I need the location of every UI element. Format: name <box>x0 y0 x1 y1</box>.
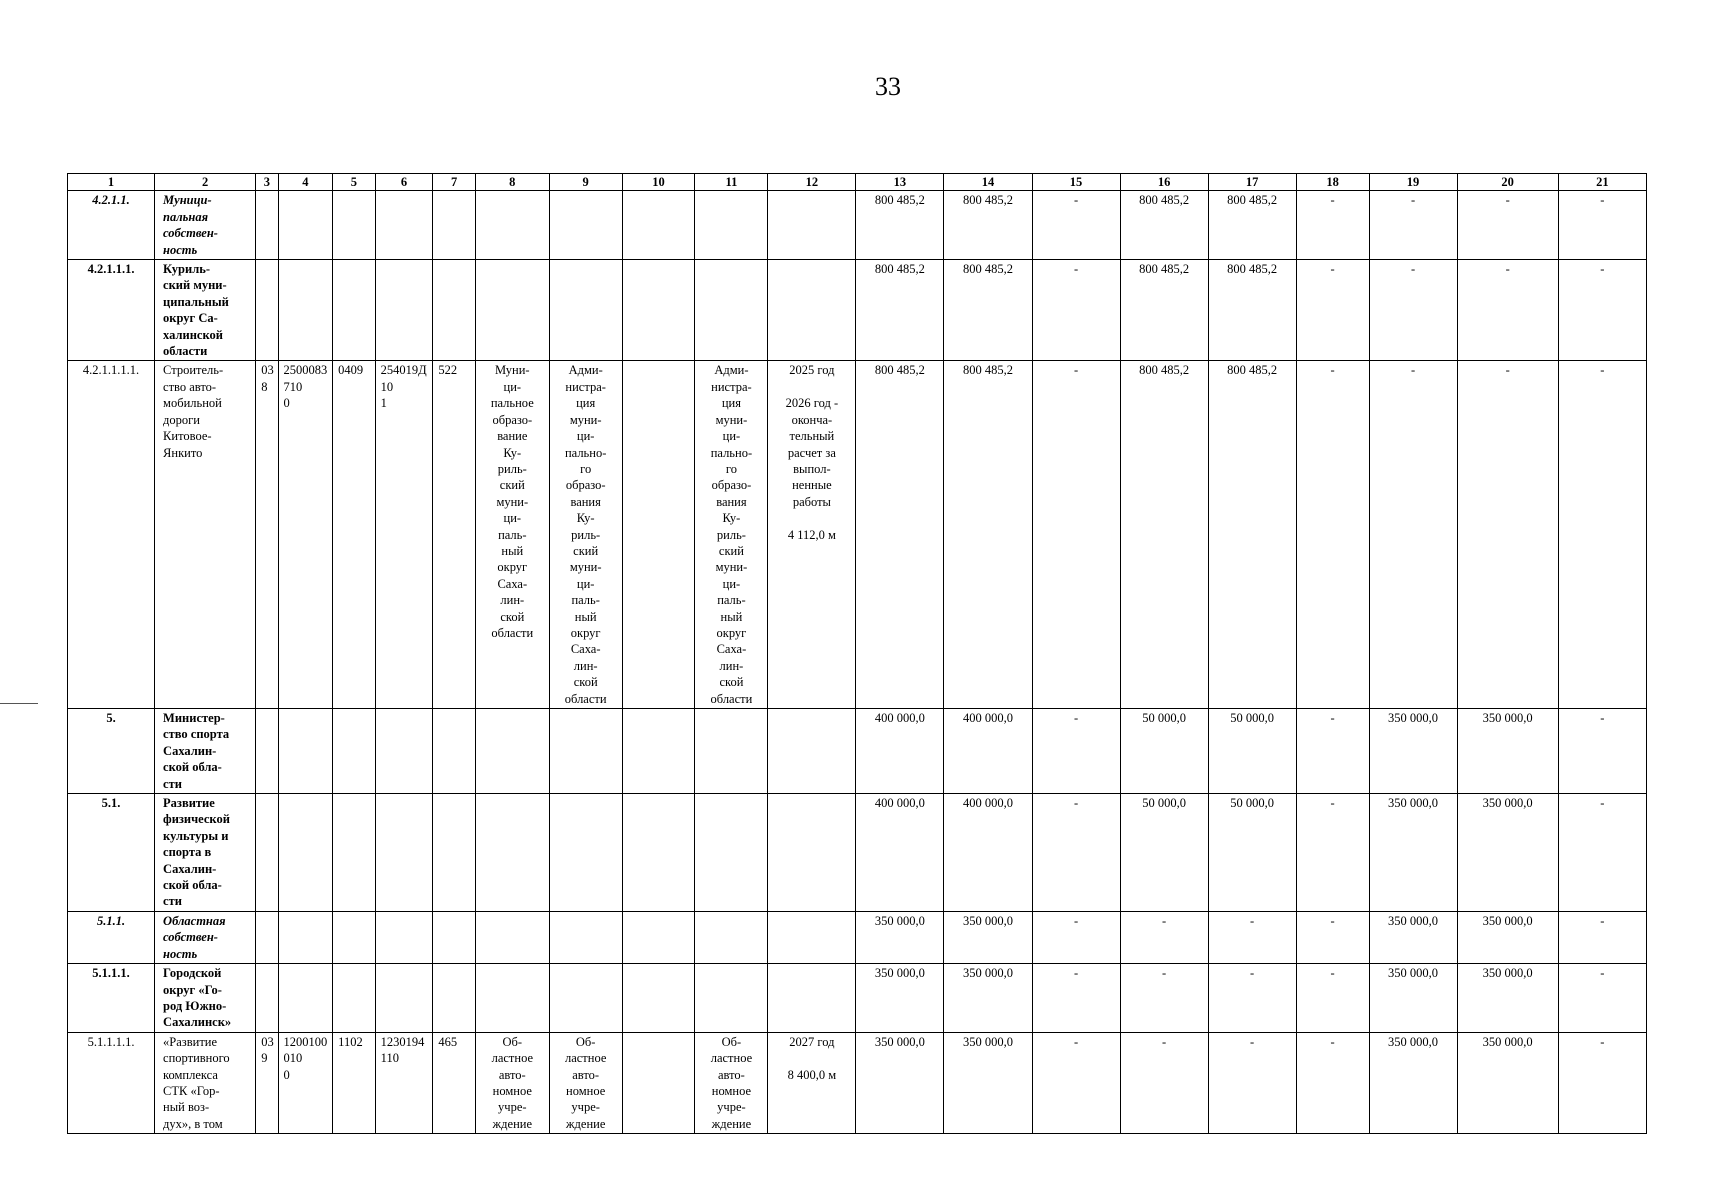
section-code-cell <box>333 260 376 361</box>
column-header: 19 <box>1369 174 1457 191</box>
value-cell-13: 800 485,2 <box>856 260 944 361</box>
column-header: 1 <box>68 174 155 191</box>
value-cell-16: 800 485,2 <box>1120 260 1208 361</box>
value-cell-15: - <box>1032 361 1120 709</box>
owner-cell <box>475 911 549 963</box>
column-header: 7 <box>433 174 476 191</box>
term-capacity-cell <box>768 964 856 1033</box>
table-row <box>68 191 1647 260</box>
customer-cell <box>549 964 622 1033</box>
expense-type-cell <box>433 794 476 912</box>
value-cell-18: - <box>1296 260 1369 361</box>
developer-cell: Об- ластное авто- номное учре- ждение <box>695 1032 768 1133</box>
value-cell-16: 800 485,2 <box>1120 361 1208 709</box>
column-header: 6 <box>375 174 433 191</box>
value-cell-14: 350 000,0 <box>944 964 1032 1033</box>
customer-cell <box>549 911 622 963</box>
value-cell-20: - <box>1457 260 1558 361</box>
value-cell-15: - <box>1032 260 1120 361</box>
value-cell-13: 400 000,0 <box>856 709 944 794</box>
table-row <box>68 709 1647 794</box>
developer-cell <box>695 794 768 912</box>
term-capacity-cell <box>768 709 856 794</box>
section-code-cell: 1102 <box>333 1032 376 1133</box>
row-name-cell: Министер- ство спорта Сахалин- ской обла- сти <box>155 709 256 794</box>
expense-type-cell <box>433 260 476 361</box>
value-cell-14: 350 000,0 <box>944 911 1032 963</box>
row-name-cell: Развитие физической культуры и спорта в Сахалин- ской обла- сти <box>155 794 256 912</box>
developer-cell <box>695 709 768 794</box>
term-capacity-cell: 2025 год 2026 год - оконча- тельный расчет за выпол- ненные работы 4 112,0 м <box>768 361 856 709</box>
value-cell-13: 800 485,2 <box>856 191 944 260</box>
ministry-code-cell: 039 <box>256 1032 278 1133</box>
target-article-cell <box>278 911 333 963</box>
expense-type-cell: 465 <box>433 1032 476 1133</box>
value-cell-18: - <box>1296 1032 1369 1133</box>
table-row <box>68 964 1647 1033</box>
column-header: 18 <box>1296 174 1369 191</box>
expense-type-cell: 522 <box>433 361 476 709</box>
ministry-code-cell <box>256 911 278 963</box>
value-cell-17: 50 000,0 <box>1208 794 1296 912</box>
expense-code-cell <box>375 964 433 1033</box>
page-number: 33 <box>875 72 901 101</box>
owner-cell: Об- ластное авто- номное учре- ждение <box>475 1032 549 1133</box>
value-cell-20: 350 000,0 <box>1457 1032 1558 1133</box>
value-cell-15: - <box>1032 964 1120 1033</box>
owner-cell <box>475 709 549 794</box>
section-code-cell <box>333 911 376 963</box>
row-name-cell: Областная собствен- ность <box>155 911 256 963</box>
row-code-cell: 5.1. <box>68 794 155 912</box>
value-cell-15: - <box>1032 1032 1120 1133</box>
value-cell-17: 800 485,2 <box>1208 361 1296 709</box>
value-cell-19: 350 000,0 <box>1369 911 1457 963</box>
value-cell-14: 400 000,0 <box>944 709 1032 794</box>
value-cell-18: - <box>1296 709 1369 794</box>
column-header: 11 <box>695 174 768 191</box>
value-cell-20: 350 000,0 <box>1457 794 1558 912</box>
value-cell-21: - <box>1558 911 1646 963</box>
value-cell-13: 800 485,2 <box>856 361 944 709</box>
column-header: 17 <box>1208 174 1296 191</box>
row-name-cell: Куриль- ский муни- ципальный округ Са- халинской области <box>155 260 256 361</box>
developer-cell <box>695 260 768 361</box>
table-row <box>68 911 1647 963</box>
cell-10 <box>622 794 695 912</box>
row-name-cell: Муници- пальная собствен- ность <box>155 191 256 260</box>
ministry-code-cell: 038 <box>256 361 278 709</box>
column-header: 4 <box>278 174 333 191</box>
term-capacity-cell <box>768 911 856 963</box>
owner-cell <box>475 260 549 361</box>
expense-type-cell <box>433 709 476 794</box>
customer-cell: Об- ластное авто- номное учре- ждение <box>549 1032 622 1133</box>
value-cell-21: - <box>1558 794 1646 912</box>
cell-10 <box>622 1032 695 1133</box>
value-cell-19: - <box>1369 361 1457 709</box>
table-body <box>68 191 1647 1134</box>
row-name-cell: Городской округ «Го- род Южно- Сахалинск» <box>155 964 256 1033</box>
value-cell-15: - <box>1032 709 1120 794</box>
owner-cell: Муни- ци- пальное образо- вание Ку- риль- ский муни- ци- паль- ный округ Саха- лин- ской области <box>475 361 549 709</box>
expense-code-cell: 254019Д10 1 <box>375 361 433 709</box>
table-row <box>68 794 1647 912</box>
column-header: 3 <box>256 174 278 191</box>
expense-code-cell <box>375 260 433 361</box>
section-code-cell <box>333 709 376 794</box>
value-cell-19: 350 000,0 <box>1369 794 1457 912</box>
expense-code-cell: 1230194110 <box>375 1032 433 1133</box>
target-article-cell <box>278 191 333 260</box>
developer-cell <box>695 911 768 963</box>
ministry-code-cell <box>256 964 278 1033</box>
value-cell-19: - <box>1369 191 1457 260</box>
customer-cell <box>549 794 622 912</box>
value-cell-18: - <box>1296 911 1369 963</box>
row-name-cell: Строитель- ство авто- мобильной дороги Китовое- Янкито <box>155 361 256 709</box>
value-cell-17: 800 485,2 <box>1208 260 1296 361</box>
section-code-cell <box>333 794 376 912</box>
value-cell-16: 50 000,0 <box>1120 709 1208 794</box>
developer-cell <box>695 964 768 1033</box>
value-cell-13: 350 000,0 <box>856 1032 944 1133</box>
expense-code-cell <box>375 794 433 912</box>
value-cell-21: - <box>1558 1032 1646 1133</box>
cell-10 <box>622 911 695 963</box>
column-header: 2 <box>155 174 256 191</box>
value-cell-18: - <box>1296 794 1369 912</box>
value-cell-18: - <box>1296 191 1369 260</box>
value-cell-13: 350 000,0 <box>856 964 944 1033</box>
cell-10 <box>622 191 695 260</box>
expense-type-cell <box>433 964 476 1033</box>
value-cell-13: 350 000,0 <box>856 911 944 963</box>
column-header: 16 <box>1120 174 1208 191</box>
developer-cell: Адми- нистра- ция муни- ци- пально- го образо- вания Ку- риль- ский муни- ци- паль- ный округ Саха- лин- ской области <box>695 361 768 709</box>
value-cell-16: 50 000,0 <box>1120 794 1208 912</box>
value-cell-17: 50 000,0 <box>1208 709 1296 794</box>
customer-cell <box>549 709 622 794</box>
value-cell-20: 350 000,0 <box>1457 964 1558 1033</box>
value-cell-16: - <box>1120 911 1208 963</box>
value-cell-19: 350 000,0 <box>1369 709 1457 794</box>
value-cell-17: - <box>1208 1032 1296 1133</box>
term-capacity-cell <box>768 260 856 361</box>
value-cell-17: - <box>1208 911 1296 963</box>
value-cell-20: - <box>1457 191 1558 260</box>
value-cell-18: - <box>1296 361 1369 709</box>
expense-code-cell <box>375 709 433 794</box>
term-capacity-cell <box>768 794 856 912</box>
value-cell-16: 800 485,2 <box>1120 191 1208 260</box>
owner-cell <box>475 191 549 260</box>
customer-cell <box>549 191 622 260</box>
scan-artifact-line <box>0 703 38 704</box>
expense-type-cell <box>433 911 476 963</box>
value-cell-21: - <box>1558 260 1646 361</box>
value-cell-21: - <box>1558 964 1646 1033</box>
column-header: 20 <box>1457 174 1558 191</box>
value-cell-14: 800 485,2 <box>944 260 1032 361</box>
header-row <box>68 174 1647 191</box>
value-cell-20: 350 000,0 <box>1457 911 1558 963</box>
row-code-cell: 5.1.1.1.1. <box>68 1032 155 1133</box>
target-article-cell: 2500083710 0 <box>278 361 333 709</box>
ministry-code-cell <box>256 794 278 912</box>
cell-10 <box>622 260 695 361</box>
cell-10 <box>622 361 695 709</box>
target-article-cell <box>278 260 333 361</box>
term-capacity-cell <box>768 191 856 260</box>
section-code-cell <box>333 964 376 1033</box>
row-code-cell: 5. <box>68 709 155 794</box>
target-article-cell <box>278 794 333 912</box>
column-header: 8 <box>475 174 549 191</box>
value-cell-14: 800 485,2 <box>944 361 1032 709</box>
customer-cell: Адми- нистра- ция муни- ци- пально- го образо- вания Ку- риль- ский муни- ци- паль- ный округ Саха- лин- ской области <box>549 361 622 709</box>
value-cell-20: - <box>1457 361 1558 709</box>
ministry-code-cell <box>256 260 278 361</box>
expense-code-cell <box>375 911 433 963</box>
expense-code-cell <box>375 191 433 260</box>
column-header: 21 <box>1558 174 1646 191</box>
column-header: 12 <box>768 174 856 191</box>
table-row <box>68 361 1647 709</box>
row-code-cell: 4.2.1.1.1. <box>68 260 155 361</box>
row-code-cell: 4.2.1.1.1.1. <box>68 361 155 709</box>
column-header: 14 <box>944 174 1032 191</box>
value-cell-15: - <box>1032 191 1120 260</box>
target-article-cell <box>278 709 333 794</box>
value-cell-13: 400 000,0 <box>856 794 944 912</box>
term-capacity-cell: 2027 год 8 400,0 м <box>768 1032 856 1133</box>
column-header: 5 <box>333 174 376 191</box>
ministry-code-cell <box>256 191 278 260</box>
value-cell-14: 400 000,0 <box>944 794 1032 912</box>
value-cell-21: - <box>1558 361 1646 709</box>
value-cell-14: 350 000,0 <box>944 1032 1032 1133</box>
table-row <box>68 260 1647 361</box>
row-code-cell: 4.2.1.1. <box>68 191 155 260</box>
column-header: 9 <box>549 174 622 191</box>
cell-10 <box>622 709 695 794</box>
value-cell-17: - <box>1208 964 1296 1033</box>
value-cell-20: 350 000,0 <box>1457 709 1558 794</box>
value-cell-21: - <box>1558 709 1646 794</box>
row-name-cell: «Развитие спортивного комплекса СТК «Гор- ный воз- дух», в том <box>155 1032 256 1133</box>
developer-cell <box>695 191 768 260</box>
value-cell-19: 350 000,0 <box>1369 1032 1457 1133</box>
owner-cell <box>475 794 549 912</box>
value-cell-19: - <box>1369 260 1457 361</box>
owner-cell <box>475 964 549 1033</box>
cell-10 <box>622 964 695 1033</box>
row-code-cell: 5.1.1. <box>68 911 155 963</box>
target-article-cell: 1200100010 0 <box>278 1032 333 1133</box>
value-cell-16: - <box>1120 1032 1208 1133</box>
value-cell-16: - <box>1120 964 1208 1033</box>
budget-table-container <box>67 173 1647 1134</box>
value-cell-15: - <box>1032 794 1120 912</box>
ministry-code-cell <box>256 709 278 794</box>
column-header: 10 <box>622 174 695 191</box>
value-cell-18: - <box>1296 964 1369 1033</box>
value-cell-19: 350 000,0 <box>1369 964 1457 1033</box>
target-article-cell <box>278 964 333 1033</box>
row-code-cell: 5.1.1.1. <box>68 964 155 1033</box>
expense-type-cell <box>433 191 476 260</box>
column-header: 13 <box>856 174 944 191</box>
value-cell-17: 800 485,2 <box>1208 191 1296 260</box>
value-cell-14: 800 485,2 <box>944 191 1032 260</box>
value-cell-21: - <box>1558 191 1646 260</box>
column-header: 15 <box>1032 174 1120 191</box>
table-row <box>68 1032 1647 1133</box>
budget-table <box>67 173 1647 1134</box>
value-cell-15: - <box>1032 911 1120 963</box>
section-code-cell: 0409 <box>333 361 376 709</box>
customer-cell <box>549 260 622 361</box>
section-code-cell <box>333 191 376 260</box>
